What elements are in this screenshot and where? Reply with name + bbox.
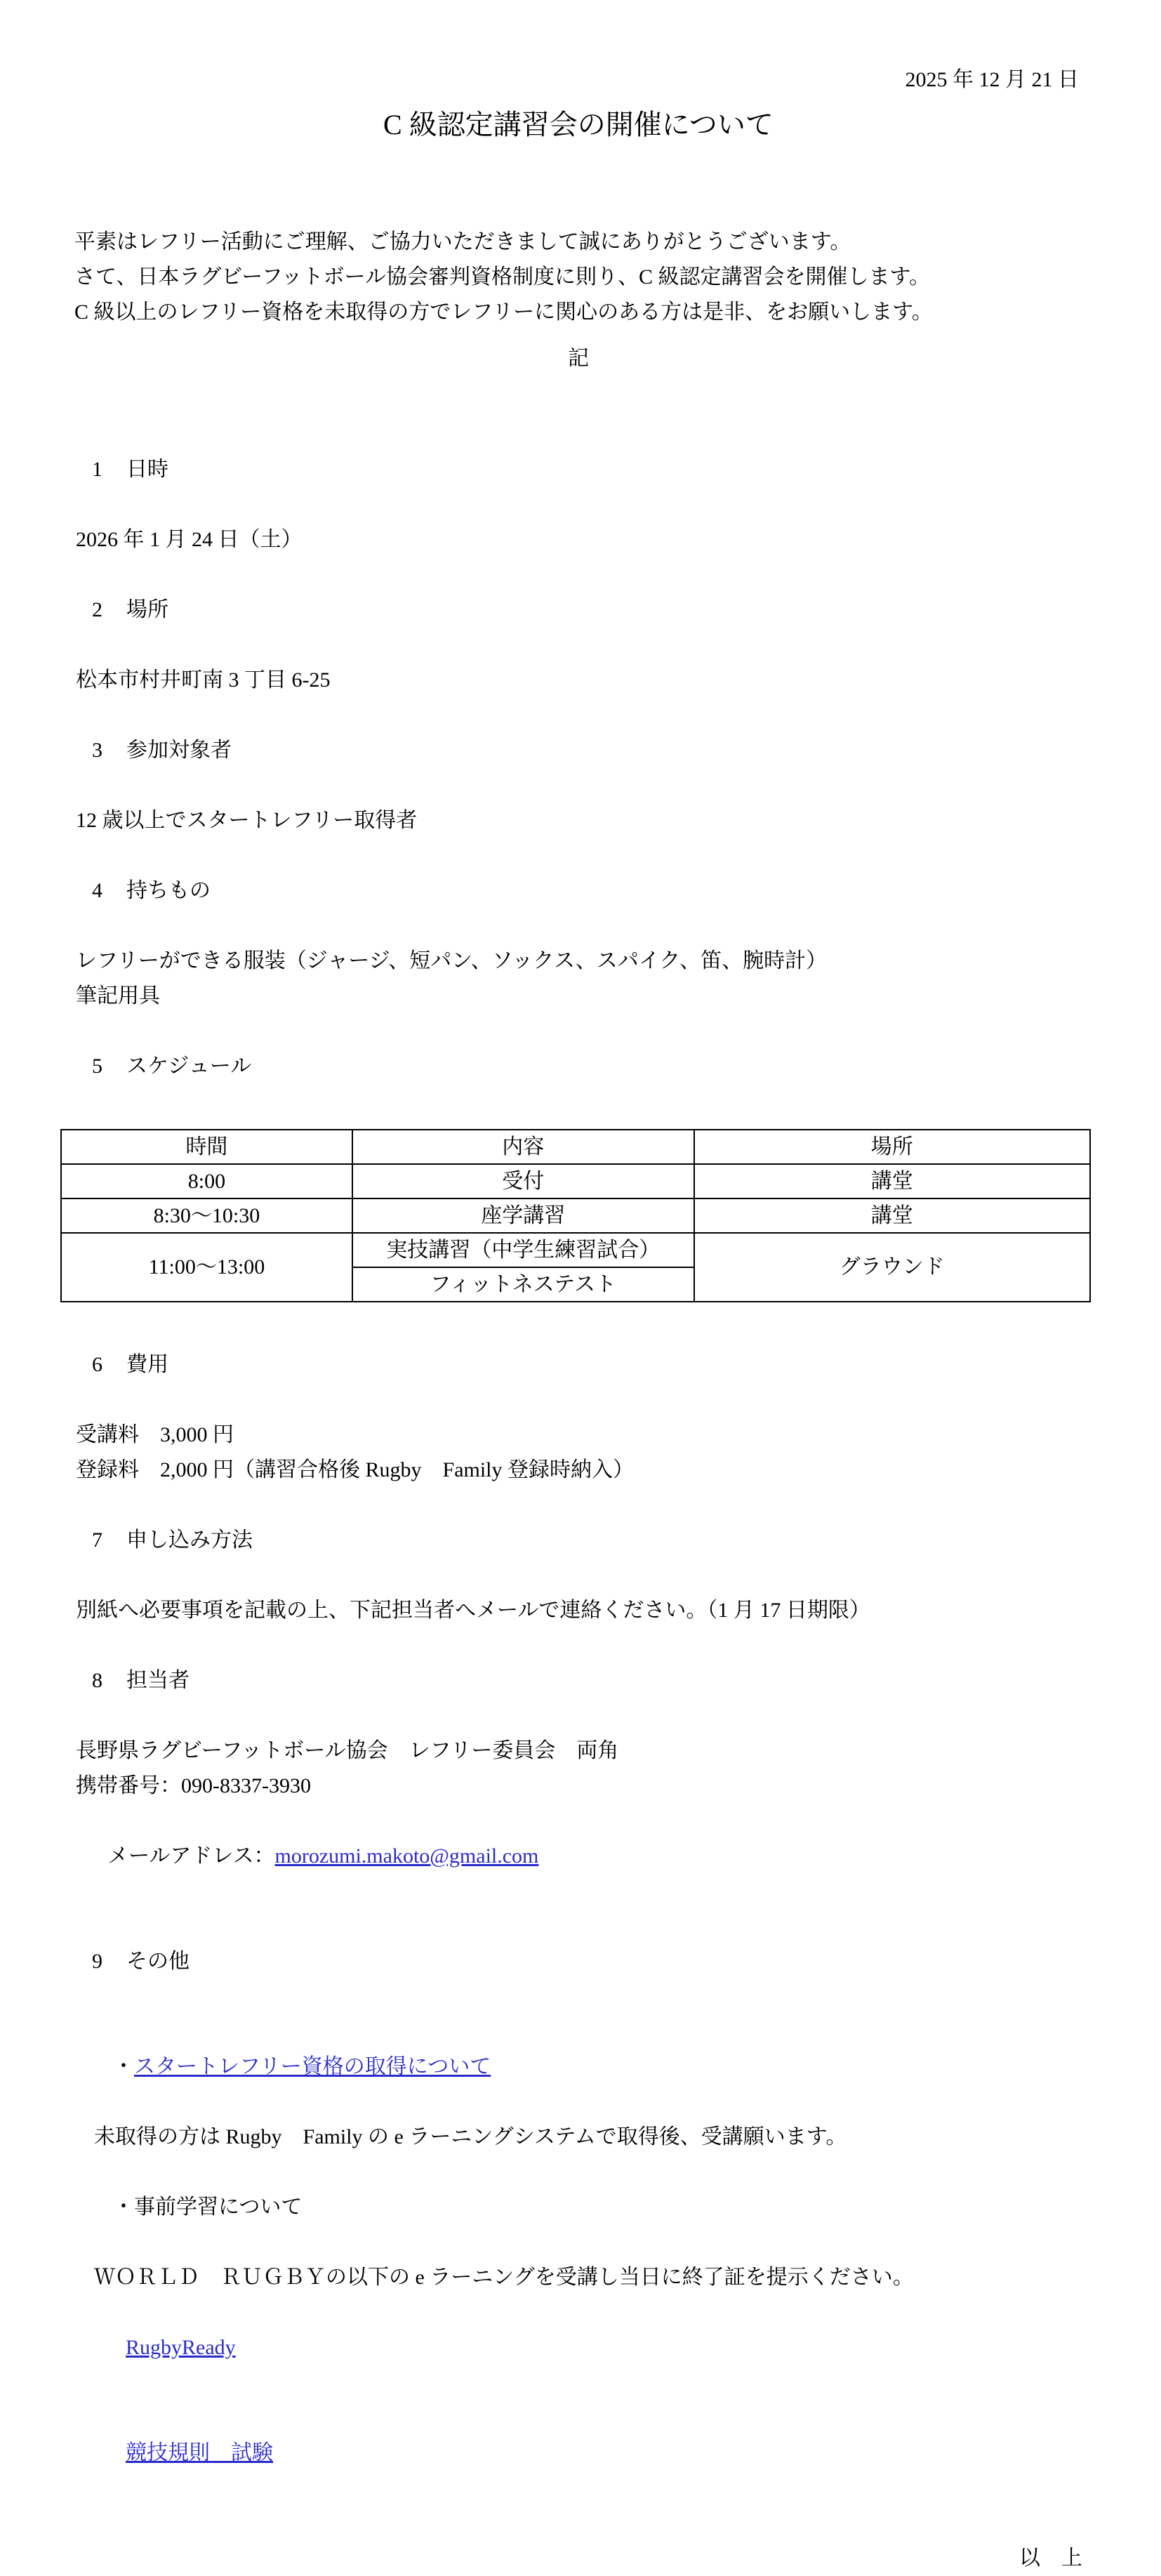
schedule-row3-time: 11:00〜13:00 xyxy=(61,1233,352,1302)
pre-study-label: 事前学習について xyxy=(134,2195,303,2219)
laws-exam-link[interactable]: 競技規則 試験 xyxy=(126,2441,273,2464)
section-4-heading xyxy=(60,838,1096,944)
intro-paragraph xyxy=(60,225,1096,330)
closing-marker: 以 上 xyxy=(1019,2547,1082,2570)
section-9-note-1: 未取得の方は Rugby Family の e ラーニングシステムで取得後、受講願います。 xyxy=(94,2125,847,2148)
section-4-items-line-1: レフリーができる服装（ジャージ、短パン、ソックス、スパイク、笛、腕時計） xyxy=(76,949,828,972)
section-8-label: 担当者 xyxy=(126,1669,190,1692)
email-link[interactable]: morozumi.makoto@gmail.com xyxy=(274,1844,539,1868)
table-row xyxy=(61,1198,1090,1233)
section-1-date-value: 2026 年 1 月 24 日（土） xyxy=(76,528,303,551)
section-6-heading xyxy=(60,1312,1096,1418)
section-2-number: 2 xyxy=(92,598,102,621)
schedule-header-content: 内容 xyxy=(352,1130,694,1164)
section-8-number: 8 xyxy=(92,1669,102,1692)
section-3-label: 参加対象者 xyxy=(126,739,232,762)
section-6-number: 6 xyxy=(92,1353,102,1376)
section-6-label: 費用 xyxy=(126,1353,168,1376)
page-title: C 級認定講習会の開催について xyxy=(383,109,774,140)
section-2-label: 場所 xyxy=(126,598,168,621)
section-6-fee-line-1: 受講料 3,000 円 xyxy=(76,1423,234,1446)
section-8-phone: 携帯番号：090-8337-3930 xyxy=(76,1774,311,1797)
section-8-email-line xyxy=(60,1804,1096,1909)
schedule-header-time: 時間 xyxy=(61,1130,352,1164)
section-8-organization: 長野県ラグビーフットボール協会 レフリー委員会 両角 xyxy=(76,1739,619,1762)
bullet-marker: ・ xyxy=(113,2195,134,2219)
section-8-heading xyxy=(60,1628,1096,1733)
intro-line-3: C 級以上のレフリー資格を未取得の方でレフリーに関心のある方は是非、をお願いします。 xyxy=(74,300,933,324)
laws-exam-link-line xyxy=(60,2400,1096,2506)
section-9-label: その他 xyxy=(126,1950,190,1973)
email-label: メールアドレス： xyxy=(107,1844,275,1868)
ki-marker: 記 xyxy=(568,347,589,370)
schedule-row2-place: 講堂 xyxy=(694,1198,1090,1233)
section-7-apply-instructions: 別紙へ必要事項を記載の上、下記担当者へメールで連絡ください。（1 月 17 日期限） xyxy=(76,1599,870,1622)
document-date: 2025 年 12 月 21 日 xyxy=(905,68,1079,91)
numbered-sections xyxy=(60,417,1096,2506)
section-5-number: 5 xyxy=(92,1055,102,1078)
schedule-row2-time: 8:30〜10:30 xyxy=(61,1198,352,1233)
section-9-note-2: ＷＯＲＬＤ ＲＵＧＢＹの以下の e ラーニングを受講し当日に終了証を提示ください。 xyxy=(94,2266,914,2289)
section-2-place-value: 松本市村井町南 3 丁目 6-25 xyxy=(76,668,331,692)
section-1-label: 日時 xyxy=(126,458,168,481)
section-7-label: 申し込み方法 xyxy=(126,1528,253,1552)
section-3-heading xyxy=(60,698,1096,803)
section-1-number: 1 xyxy=(92,458,102,481)
section-9-heading xyxy=(60,1909,1096,2014)
intro-line-1: 平素はレフリー活動にご理解、ご協力いただきまして誠にありがとうございます。 xyxy=(74,230,851,253)
section-5-label: スケジュール xyxy=(126,1055,252,1078)
section-4-label: 持ちもの xyxy=(126,879,211,902)
schedule-row1-time: 8:00 xyxy=(61,1164,352,1198)
section-3-participants-value: 12 歳以上でスタートレフリー取得者 xyxy=(76,809,418,832)
start-referee-qualification-link[interactable]: スタートレフリー資格の取得について xyxy=(134,2055,491,2078)
section-2-heading xyxy=(60,557,1096,663)
rugby-ready-link[interactable]: RugbyReady xyxy=(126,2336,236,2359)
table-row xyxy=(61,1233,1090,1267)
section-9-bullet-1 xyxy=(60,2014,1096,2120)
section-9-bullet-2 xyxy=(60,2155,1096,2260)
schedule-row3-place: グラウンド xyxy=(694,1233,1090,1302)
schedule-header-row xyxy=(61,1130,1090,1164)
intro-line-2: さて、日本ラグビーフットボール協会審判資格制度に則り、C 級認定講習会を開催します。 xyxy=(74,265,931,289)
schedule-row2-content: 座学講習 xyxy=(352,1198,694,1233)
section-1-heading xyxy=(60,417,1096,522)
schedule-row1-place: 講堂 xyxy=(694,1164,1090,1198)
schedule-header-place: 場所 xyxy=(694,1130,1090,1164)
schedule-table xyxy=(60,1129,1091,1302)
section-9-number: 9 xyxy=(92,1950,102,1973)
bullet-marker: ・ xyxy=(113,2055,134,2078)
schedule-row3-content-bottom: フィットネステスト xyxy=(352,1267,694,1302)
section-6-fee-line-2: 登録料 2,000 円（講習合格後 Rugby Family 登録時納入） xyxy=(76,1458,635,1481)
schedule-row3-content-top: 実技講習（中学生練習試合） xyxy=(352,1233,694,1267)
table-row xyxy=(61,1164,1090,1198)
section-7-heading xyxy=(60,1488,1096,1593)
rugby-ready-link-line xyxy=(60,2295,1096,2400)
section-4-number: 4 xyxy=(92,879,102,902)
section-4-items-line-2: 筆記用具 xyxy=(76,984,160,1008)
section-7-number: 7 xyxy=(92,1528,102,1552)
schedule-row1-content: 受付 xyxy=(352,1164,694,1198)
section-3-number: 3 xyxy=(92,739,102,762)
section-5-heading xyxy=(60,1014,1096,1119)
